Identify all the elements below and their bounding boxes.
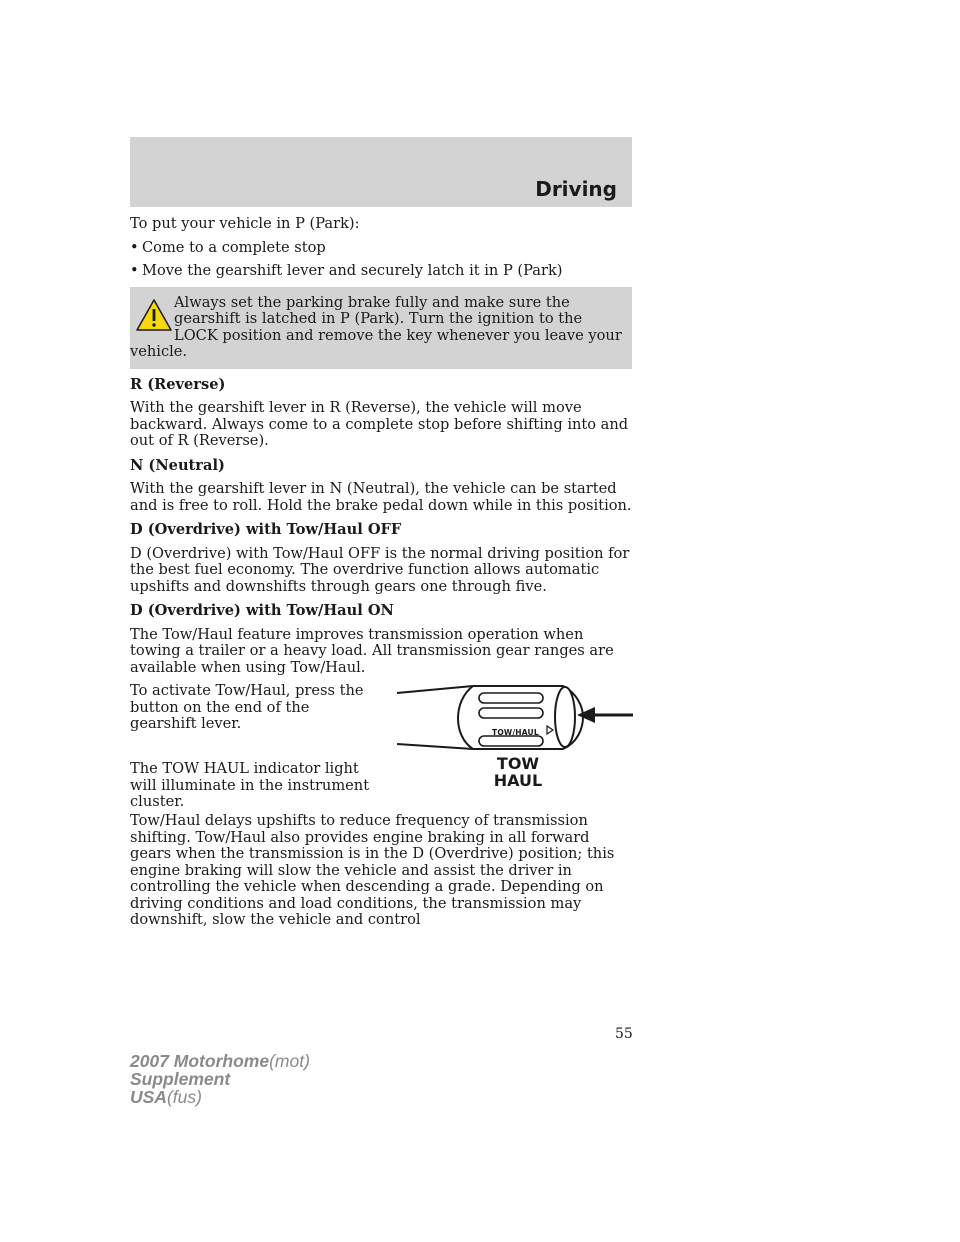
overdrive-off-text: D (Overdrive) with Tow/Haul OFF is the normal driving position for the best fuel economy. The overdrive function allows automatic upshifts and downshifts through gears one through five. <box>130 544 630 595</box>
park-intro: To put your vehicle in P (Park): <box>130 215 360 232</box>
indicator-row <box>130 754 632 810</box>
overdrive-on-heading: D (Overdrive) with Tow/Haul ON <box>130 602 394 619</box>
footer-region-code: (fus) <box>166 1087 202 1107</box>
park-steps <box>130 240 632 280</box>
activate-text: To activate Tow/Haul, press the button on the end of the gearshift lever. <box>130 682 364 732</box>
tow-haul-button-label: TOW/HAUL <box>492 728 539 737</box>
neutral-text: With the gearshift lever in N (Neutral), the vehicle can be started and is free to roll. Hold the brake pedal down while in this position. <box>130 480 632 514</box>
tow-haul-delays-text: Tow/Haul delays upshifts to reduce frequency of transmission shifting. Tow/Haul also provides engine braking in all forward gears when the transmission is in the D (Overdrive) position; this engine braking will slow the vehicle and assist the driver in controlling the vehicle when descending a grade. Depending on driving conditions and load conditions, the transmission may downshift, slow the vehicle and control <box>130 812 615 928</box>
document-footer <box>130 1052 310 1106</box>
warning-text: Always set the parking brake fully and make sure the gearshift is latched in P (Park). Turn the ignition to the LOCK position and remove the key whenever you leave your vehicle. <box>130 293 622 360</box>
gearshift-lever-illustration <box>395 671 635 761</box>
warning-box <box>130 287 632 369</box>
overdrive-off-heading: D (Overdrive) with Tow/Haul OFF <box>130 521 402 538</box>
warning-triangle-icon <box>130 297 174 333</box>
header-band <box>130 137 632 207</box>
neutral-heading: N (Neutral) <box>130 456 225 474</box>
footer-model-code: (mot) <box>269 1051 310 1071</box>
indicator-text: The TOW HAUL indicator light will illuminate in the instrument cluster. <box>130 760 370 810</box>
tow-haul-indicator-line2: HAUL <box>493 771 543 790</box>
page-content <box>130 216 632 936</box>
overdrive-on-text: The Tow/Haul feature improves transmission operation when towing a trailer or a heavy load. All transmission gear ranges are available when using Tow/Haul. <box>130 625 614 676</box>
activate-row <box>130 683 632 761</box>
reverse-text: With the gearshift lever in R (Reverse), the vehicle will move backward. Always come to a complete stop before shifting into and out of R (Reverse). <box>130 399 629 449</box>
reverse-heading: R (Reverse) <box>130 375 226 393</box>
page-number: 55 <box>615 1026 633 1042</box>
park-step: • Move the gearshift lever and securely latch it in P (Park) <box>130 263 632 280</box>
park-step: • Come to a complete stop <box>130 240 632 257</box>
footer-model: 2007 Motorhome <box>130 1051 270 1071</box>
tow-haul-indicator <box>488 755 548 789</box>
tow-haul-indicator-line1: TOW <box>496 754 540 773</box>
section-title: Driving <box>535 177 617 201</box>
footer-region: USA <box>130 1087 167 1107</box>
footer-supplement: Supplement <box>130 1069 231 1089</box>
